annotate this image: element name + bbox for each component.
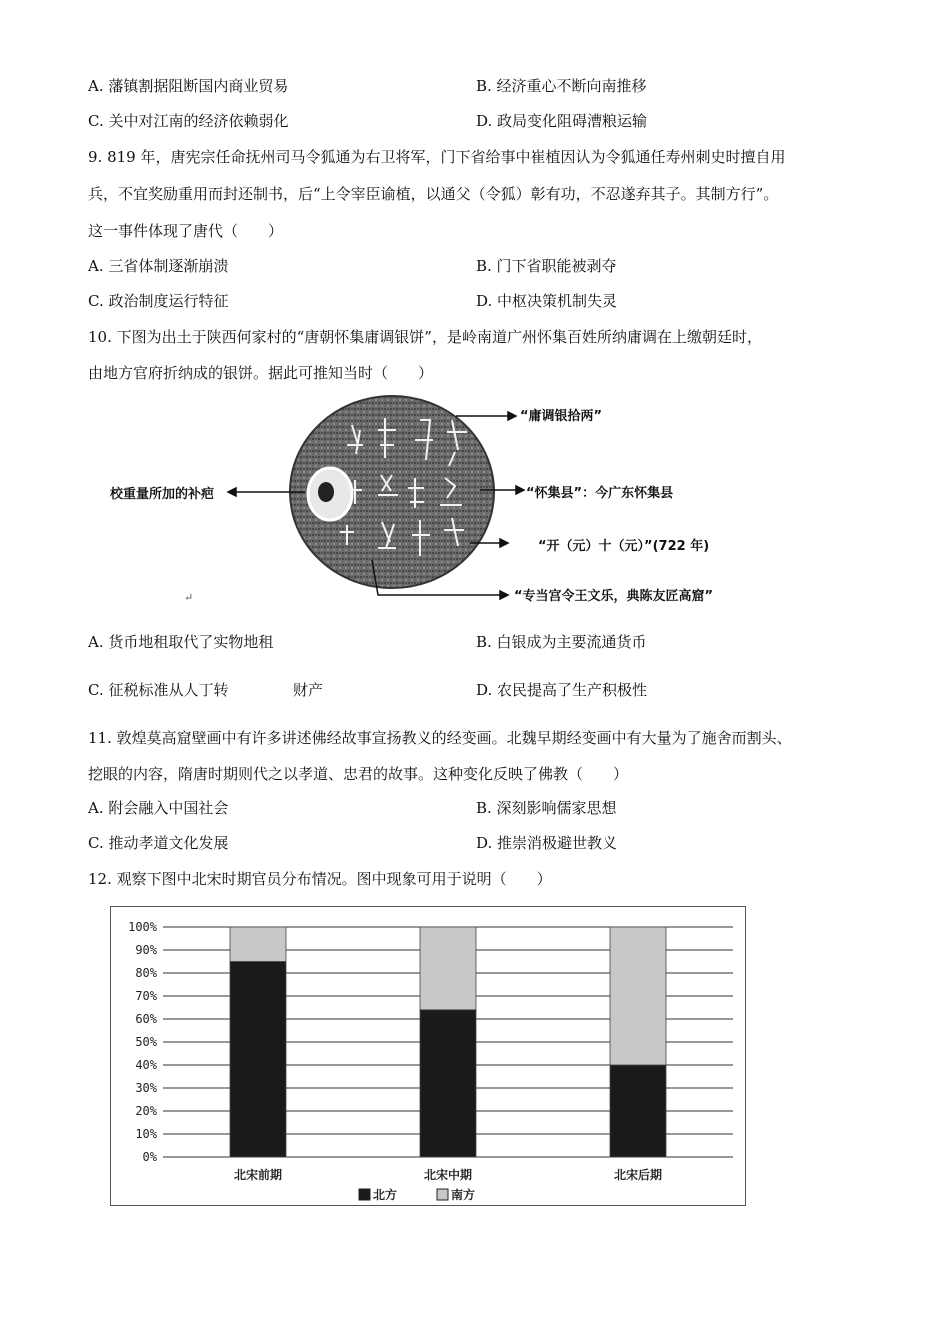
annotation-bottom: “专当宫令王文乐，典陈友匠高窟” xyxy=(514,589,714,604)
q10-stem-line2: 由地方官府折纳成的银饼。据此可推知当时（ ） xyxy=(88,364,434,382)
y-tick-label: 90% xyxy=(135,943,157,957)
annotation-right: “怀集县”：今广东怀集县 xyxy=(526,486,674,501)
bar-segment xyxy=(230,962,286,1158)
x-category-label: 北宋中期 xyxy=(423,1168,473,1182)
q9-option-d: D. 中枢决策机制失灵 xyxy=(476,292,618,310)
silver-cake-figure xyxy=(0,0,950,620)
annotation-top: “庸调银拾两” xyxy=(520,409,603,424)
q8-option-b: B. 经济重心不断向南推移 xyxy=(476,77,647,95)
q11-stem-line2: 挖眼的内容，隋唐时期则代之以孝道、忠君的故事。这种变化反映了佛教（ ） xyxy=(88,765,629,783)
y-tick-label: 10% xyxy=(135,1127,157,1141)
q9-stem-line3: 这一事件体现了唐代（ ） xyxy=(88,222,284,240)
q10-option-c: C. 征税标准从人丁转 xyxy=(88,681,229,699)
y-tick-label: 20% xyxy=(135,1104,157,1118)
legend-label: 南方 xyxy=(451,1188,476,1202)
q11-option-d: D. 推崇消极避世教义 xyxy=(476,834,618,852)
q10-option-b: B. 白银成为主要流通货币 xyxy=(476,633,647,651)
q9-stem-line1: 9. 819 年，唐宪宗任命抚州司马令狐通为右卫将军，门下省给事中崔植因认为令狐通任寿州刺史时擅自用 xyxy=(88,148,786,166)
legend-label: 北方 xyxy=(373,1188,398,1202)
y-tick-label: 0% xyxy=(142,1150,157,1164)
bar-segment xyxy=(230,927,286,962)
q10-option-a: A. 货币地租取代了实物地租 xyxy=(88,633,274,651)
bar-segment xyxy=(610,927,666,1065)
y-tick-label: 80% xyxy=(135,966,157,980)
q10-stem-line1: 10. 下图为出土于陕西何家村的“唐朝怀集庸调银饼”，是岭南道广州怀集百姓所纳庸调在上缴朝廷时， xyxy=(88,328,762,346)
stacked-bar-chart xyxy=(110,906,746,1206)
q8-option-a: A. 藩镇割据阻断国内商业贸易 xyxy=(88,77,289,95)
bar-segment xyxy=(420,927,476,1010)
bar-segment xyxy=(420,1010,476,1157)
y-tick-label: 60% xyxy=(135,1012,157,1026)
annotation-left: 校重量所加的补疤 xyxy=(110,487,215,502)
q10-option-c-tail: 财产 xyxy=(293,681,324,699)
x-category-label: 北宋后期 xyxy=(613,1168,663,1182)
bar-segment xyxy=(610,1065,666,1157)
q12-stem-line1: 12. 观察下图中北宋时期官员分布情况。图中现象可用于说明（ ） xyxy=(88,870,552,888)
q11-option-b: B. 深刻影响儒家思想 xyxy=(476,799,617,817)
cursor-mark: ↵ xyxy=(184,591,194,604)
q9-option-c: C. 政治制度运行特征 xyxy=(88,292,229,310)
q8-option-c: C. 关中对江南的经济依赖弱化 xyxy=(88,112,289,130)
legend-swatch xyxy=(359,1189,370,1200)
y-tick-label: 40% xyxy=(135,1058,157,1072)
q8-option-d: D. 政局变化阻碍漕粮运输 xyxy=(476,112,648,130)
q11-stem-line1: 11. 敦煌莫高窟壁画中有许多讲述佛经故事宣扬教义的经变画。北魏早期经变画中有大量为了施舍而割头、 xyxy=(88,729,792,747)
annotation-mid: “开（元）十（元）”(722 年) xyxy=(538,539,710,554)
y-tick-label: 30% xyxy=(135,1081,157,1095)
q9-option-b: B. 门下省职能被剥夺 xyxy=(476,257,617,275)
chart-svg xyxy=(111,907,745,1205)
legend-swatch xyxy=(437,1189,448,1200)
q9-stem-line2: 兵，不宜奖励重用而封还制书，后“上令宰臣谕植，以通父（令狐）彰有功，不忍遂弃其子。其制方行”。 xyxy=(88,185,779,203)
x-category-label: 北宋前期 xyxy=(233,1168,283,1182)
y-tick-label: 70% xyxy=(135,989,157,1003)
q9-option-a: A. 三省体制逐渐崩溃 xyxy=(88,257,229,275)
q10-option-d: D. 农民提高了生产积极性 xyxy=(476,681,648,699)
q11-option-c: C. 推动孝道文化发展 xyxy=(88,834,229,852)
y-tick-label: 100% xyxy=(128,920,157,934)
q11-option-a: A. 附会融入中国社会 xyxy=(88,799,229,817)
y-tick-label: 50% xyxy=(135,1035,157,1049)
